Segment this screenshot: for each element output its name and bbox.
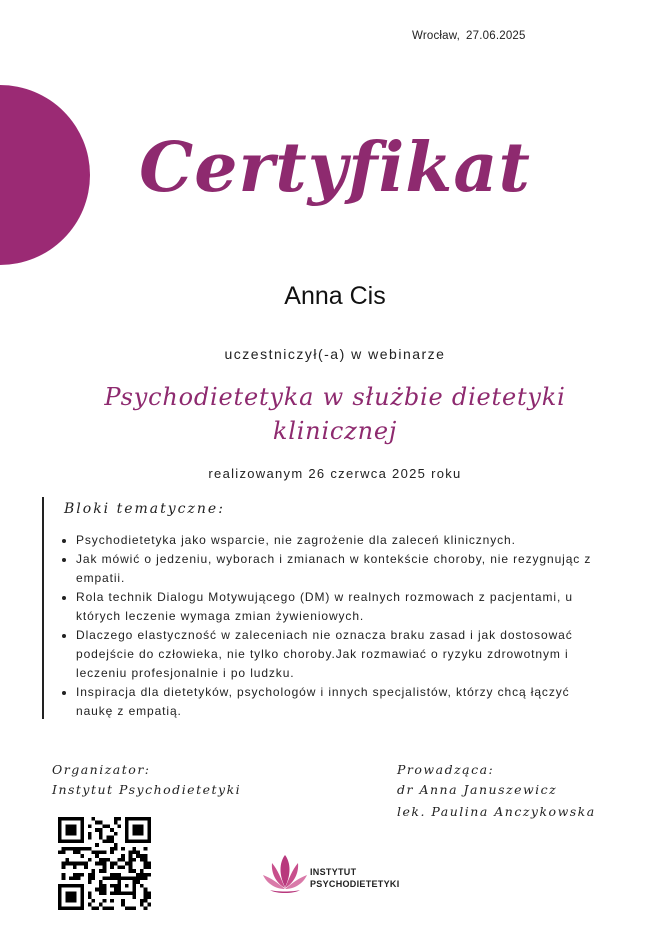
certificate-date <box>412 30 526 42</box>
list-item: • Jak mówić o jedzeniu, wyborach i zmianach w kontekście choroby, nie rezygnując z empatii. <box>76 550 606 588</box>
list-item: • Rola technik Dialogu Motywującego (DM) w realnych rozmowach z pacjentami, u których leczenie wymaga zmian żywieniowych. <box>76 588 606 626</box>
certificate-title: Certyfikat <box>139 128 531 208</box>
logo-text <box>310 866 400 890</box>
list-item: • Psychodietetyka jako wsparcie, nie zagrożenie dla zaleceń klinicznych. <box>76 531 606 550</box>
participant-name: Anna Cis <box>284 282 386 310</box>
qr-code-icon <box>58 817 151 910</box>
organizer-label: Organizator: <box>52 762 151 777</box>
date-value: 27.06.2025 <box>466 30 526 42</box>
lead-name: dr Anna Januszewicz <box>397 782 558 797</box>
lotus-icon <box>262 853 308 895</box>
lead-name: lek. Paulina Anczykowska <box>397 804 596 819</box>
list-item: • Inspiracja dla dietetyków, psychologów i innych specjalistów, którzy chcą łączyć naukę z empatią. <box>76 683 606 721</box>
institute-logo <box>262 851 422 895</box>
participation-text: uczestniczył(-a) w webinarze <box>224 346 446 362</box>
thematic-blocks <box>42 497 614 719</box>
logo-line-2: PSYCHODIETETYKI <box>310 879 400 889</box>
logo-line-1: INSTYTUT <box>310 867 357 877</box>
thematic-blocks-list <box>44 531 606 721</box>
realized-date-text: realizowanym 26 czerwca 2025 roku <box>208 466 462 481</box>
thematic-blocks-title: Bloki tematyczne: <box>64 501 225 517</box>
list-item: • Dlaczego elastyczność w zaleceniach nie oznacza braku zasad i jak dostosować podejście do człowieka, nie tylko choroby.Jak rozmawiać o ryzyku zdrowotnym i leczeniu profesjonalnie i po ludzku. <box>76 626 606 683</box>
lead-label: Prowadząca: <box>397 762 495 777</box>
webinar-title: Psychodietetyka w służbie dietetyki klinicznej <box>104 383 566 445</box>
organizer-name: Instytut Psychodietetyki <box>52 782 242 797</box>
date-place: Wrocław, <box>412 30 461 42</box>
